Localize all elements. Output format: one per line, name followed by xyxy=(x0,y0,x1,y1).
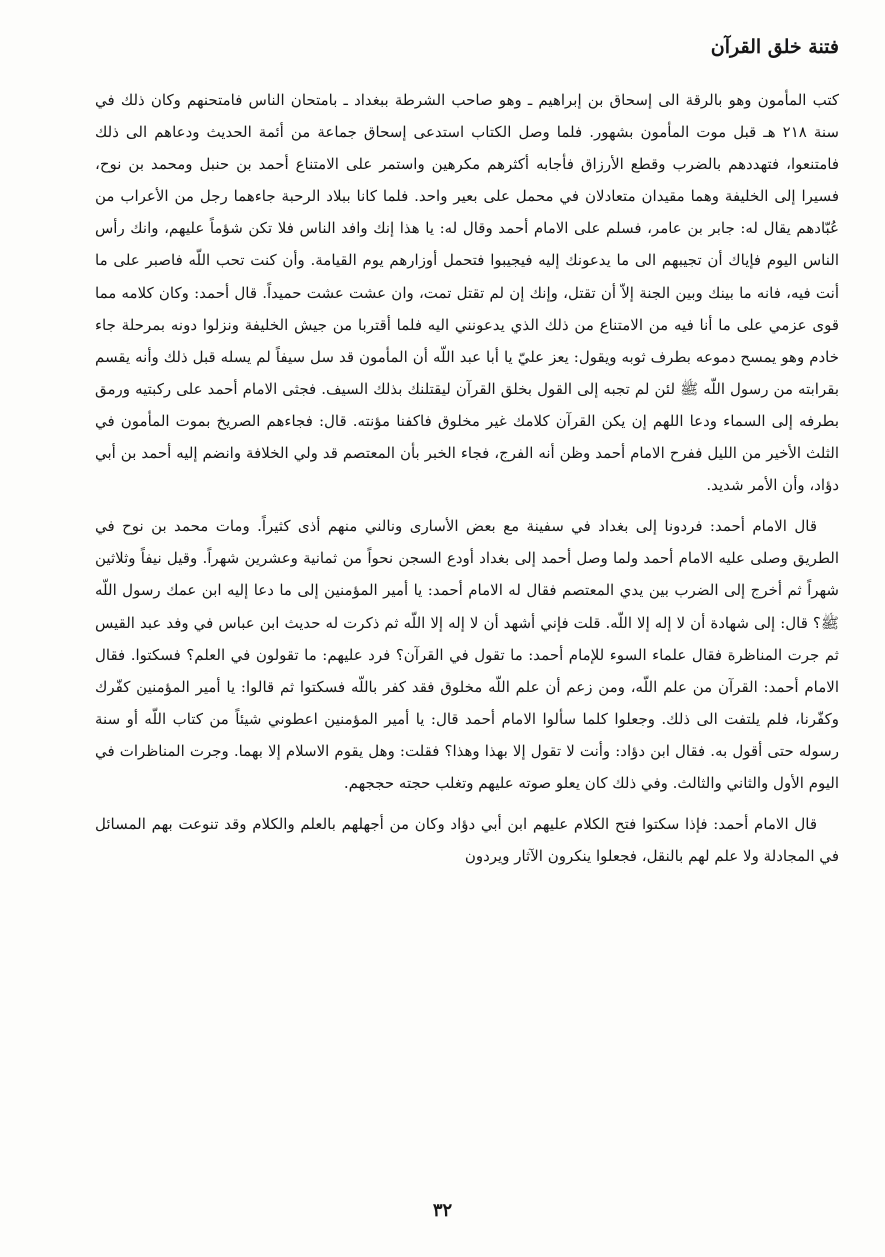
paragraph-3: قال الامام أحمد: فإذا سكتوا فتح الكلام عليهم ابن أبي دؤاد وكان من أجهلهم بالعلم والكلام وقد تنوعت بهم المسائل في المجادلة ولا علم لهم بالنقل، فجعلوا ينكرون الآثار ويردون xyxy=(95,815,839,866)
paragraph-2: قال الامام أحمد: فردونا إلى بغداد في سفينة مع بعض الأسارى ونالني منهم أذى كثيراً. ومات محمد بن نوح في الطريق وصلى عليه الامام أحمد ولما وصل أحمد إلى بغداد أودع السجن نحواً من ثمانية وعشرين شهراً. وقيل نيفاً وثلاثين شهراً ثم أخرج إلى الضرب بين يدي المعتصم فقال له الامام أحمد: يا أمير المؤمنين إلى ما دعا إليه ابن عمك رسول اللّه ﷺ؟ قال: إلى شهادة أن لا إله إلا اللّه. قلت فإني أشهد أن لا إله إلا اللّه ثم ذكرت له حديث ابن عباس في وفد عبد القيس ثم جرت المناظرة فقال علماء السوء للإمام أحمد: ما تقول في القرآن؟ فرد عليهم: ما تقولون في العلم؟ فسكتوا. فقال الامام أحمد: القرآن من علم اللّه، ومن زعم أن علم اللّه مخلوق فقد كفر باللّه فسكتوا ثم قالوا: يا أمير المؤمنين كفّرك وكفّرنا، فلم يلتفت الى ذلك. وجعلوا كلما سألوا الامام أحمد قال: يا أمير المؤمنين اعطوني شيئاً من كتاب اللّه أو سنة رسوله حتى أقول به. فقال ابن دؤاد: وأنت لا تقول إلا بهذا وهذا؟ فقلت: وهل يقوم الاسلام إلا بهما. وجرت المناظرات في اليوم الأول والثاني والثالث. وفي ذلك كان يعلو صوته عليهم وتغلب حجته حججهم. xyxy=(95,517,839,792)
paragraph-1: كتب المأمون وهو بالرقة الى إسحاق بن إبراهيم ـ وهو صاحب الشرطة ببغداد ـ بامتحان الناس فامتحنهم وكان ذلك في سنة ٢١٨ هـ قبل موت المأمون بشهور. فلما وصل الكتاب استدعى إسحاق جماعة من أئمة الحديث ودعاهم الى ذلك فامتنعوا، فتهددهم بالضرب وقطع الأرزاق فأجابه أكثرهم مكرهين واستمر على الامتناع أحمد بن حنبل ومحمد بن نوح، فسيرا إلى الخليفة وهما مقيدان متعادلان في محمل على بعير واحد. فلما كانا ببلاد الرحبة جاءهما رجل من الأعراب من عُبّادهم يقال له: جابر بن عامر، فسلم على الامام أحمد وقال له: يا هذا إنك وافد الناس فلا تكن شؤماً عليهم، وانك رأس الناس اليوم فإياك أن تجيبهم الى ما يدعونك إليه فيجيبوا فتحمل أوزارهم يوم القيامة. وأن كنت تحب اللّه فاصبر على ما أنت فيه، فانه ما بينك وبين الجنة إلاّ أن تقتل، وإنك إن لم تقتل تمت، وان عشت عشت حميداً. قال أحمد: وكان كلامه مما قوى عزمي على ما أنا فيه من الامتناع من ذلك الذي يدعونني اليه فلما أقتربا من جيش الخليفة ونزلوا دونه بمرحلة جاء خادم وهو يمسح دموعه بطرف ثوبه ويقول: يعز عليّ يا أبا عبد اللّه أن المأمون قد سل سيفاً لم يسله قبل ذلك وأنه يقسم بقرابته من رسول اللّه ﷺ لئن لم تجبه إلى القول بخلق القرآن ليقتلنك بذلك السيف. فجثى الامام أحمد على ركبتيه ورمق بطرفه إلى السماء ودعا اللهم إن يكن القرآن كلامك غير مخلوق فاكفنا مؤنته. قال: فجاءهم الصريخ بموت المأمون في الثلث الأخير من الليل ففرح الامام أحمد وظن أنه الفرج، فجاء الخبر بأن المعتصم قد ولي الخلافة وانضم إليه أحمد بن أبي دؤاد، وأن الأمر شديد. xyxy=(95,91,839,495)
running-header-title: فتنة خلق القرآن xyxy=(710,36,839,58)
page-body xyxy=(95,84,839,881)
page-number: ٣٢ xyxy=(432,1200,453,1221)
